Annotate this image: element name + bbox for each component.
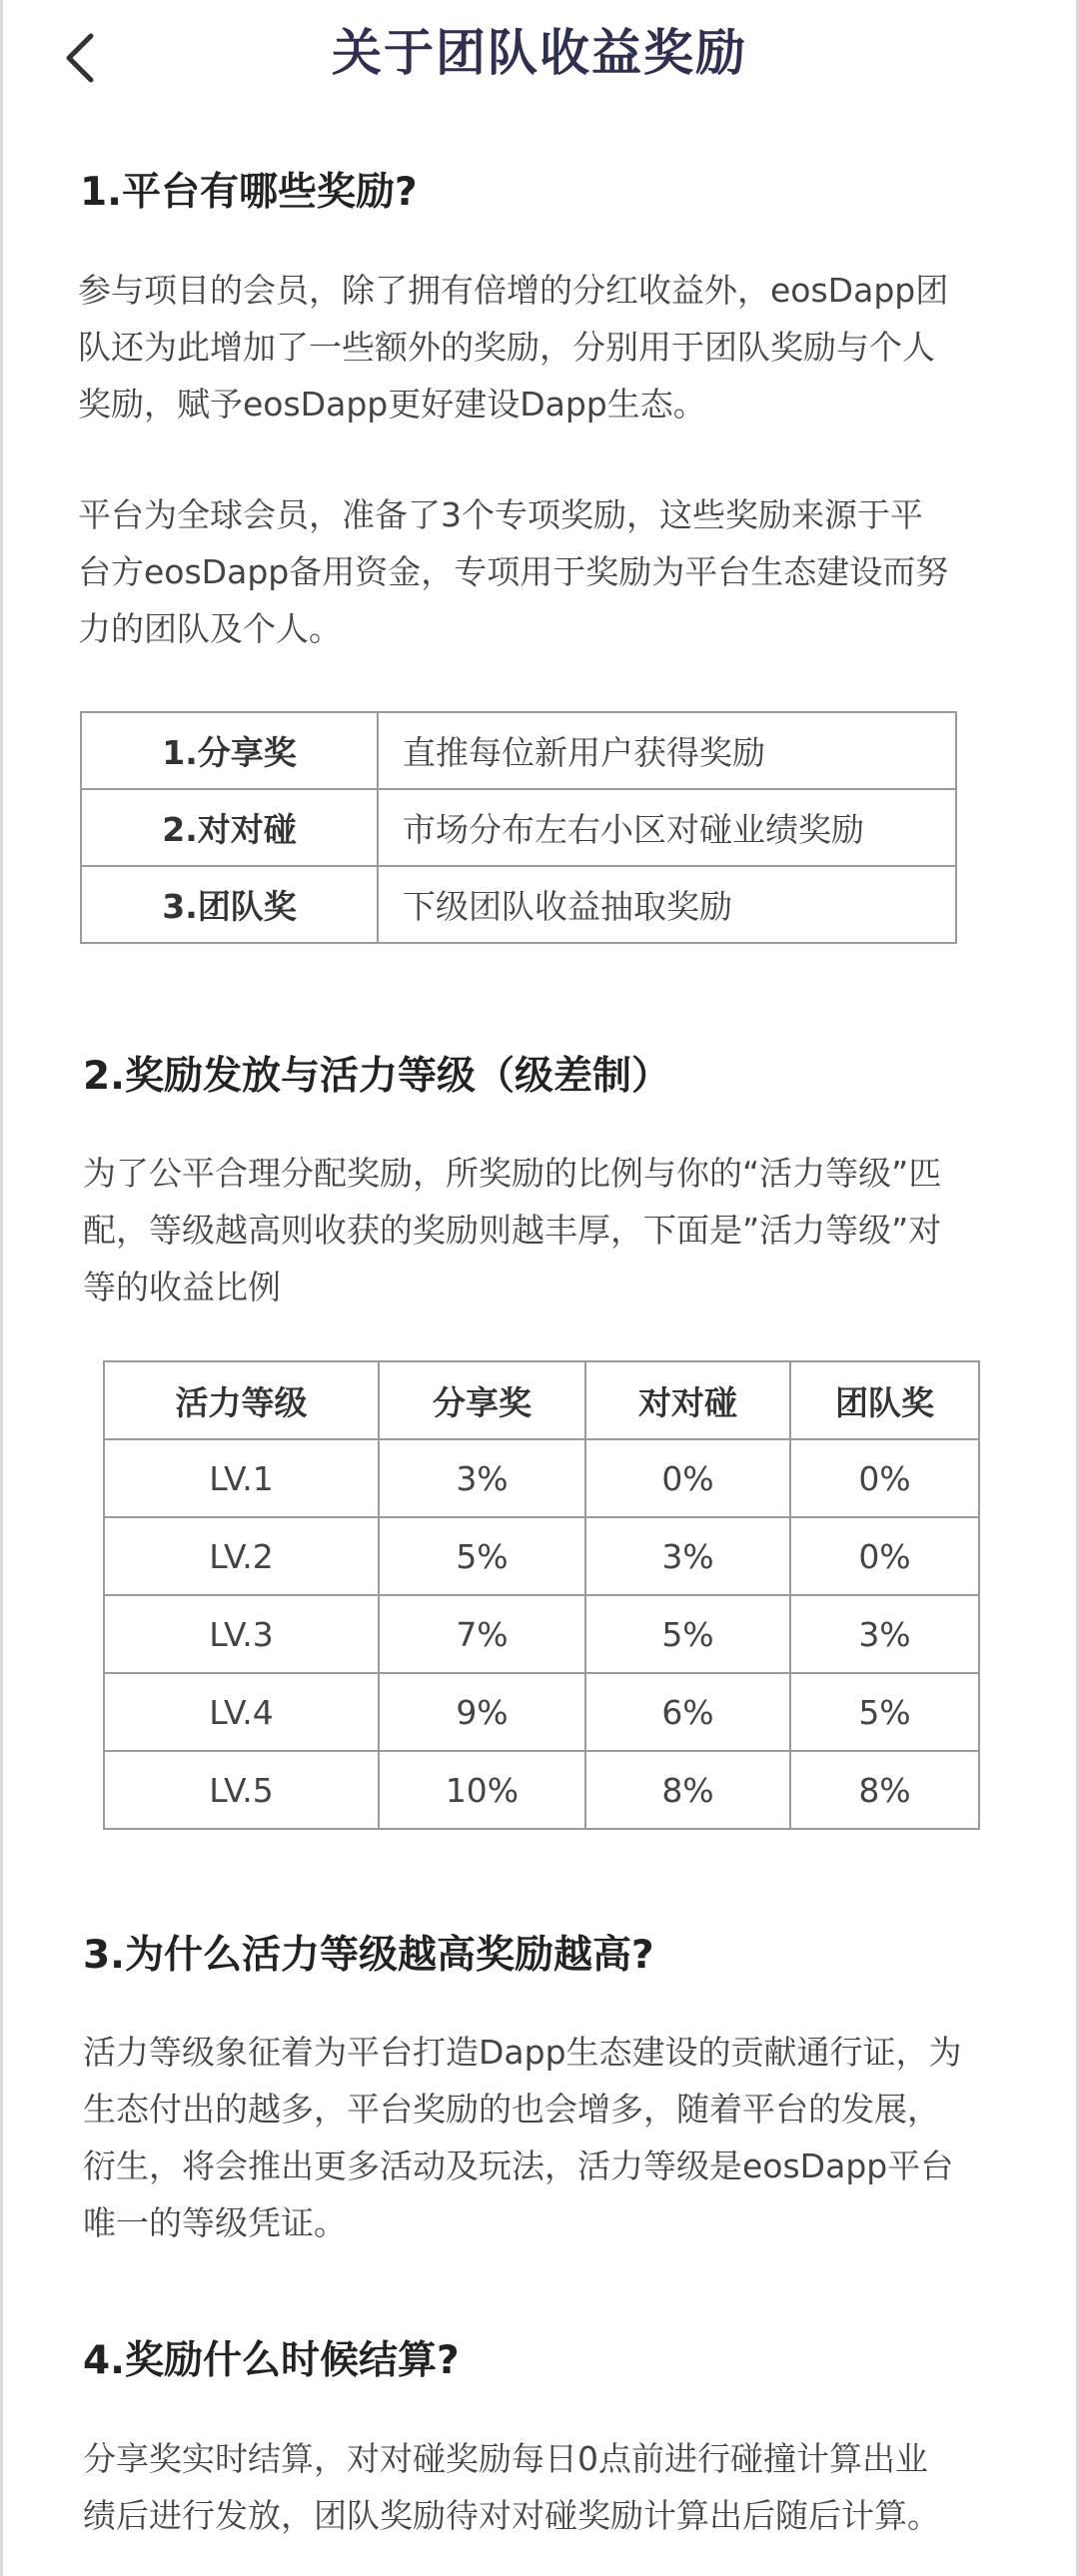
reward-desc: 市场分布左右小区对碰业绩奖励 xyxy=(378,789,956,866)
table-row xyxy=(81,866,956,943)
section3-para-line2: 生态付出的越多，平台奖励的也会增多，随着平台的发展， xyxy=(83,2090,940,2129)
table-row xyxy=(104,1673,979,1751)
left-edge xyxy=(0,0,3,2576)
section4-para-line2: 绩后进行发放，团队奖励待对对碰奖励计算出后随后计算。 xyxy=(83,2496,940,2535)
table-row xyxy=(81,712,956,789)
rewards-table xyxy=(80,711,957,944)
table-row xyxy=(81,789,956,866)
table-cell: LV.1 xyxy=(104,1439,379,1517)
page-title: 关于团队收益奖励 xyxy=(332,24,747,82)
column-header: 分享奖 xyxy=(379,1361,585,1439)
table-cell: 9% xyxy=(379,1673,585,1751)
section4-para-line1: 分享奖实时结算，对对碰奖励每日0点前进行碰撞计算出业 xyxy=(83,2439,928,2478)
table-cell: LV.5 xyxy=(104,1751,379,1829)
section1-heading: 1.平台有哪些奖励? xyxy=(80,170,418,215)
section1-para2-line1: 平台为全球会员，准备了3个专项奖励，这些奖励来源于平 xyxy=(78,495,923,534)
reward-desc: 下级团队收益抽取奖励 xyxy=(378,866,956,943)
column-header: 活力等级 xyxy=(104,1361,379,1439)
table-cell: 5% xyxy=(585,1595,790,1673)
column-header: 对对碰 xyxy=(585,1361,790,1439)
table-cell: 6% xyxy=(585,1673,790,1751)
section4-heading: 4.奖励什么时候结算? xyxy=(83,2338,460,2383)
table-cell: 3% xyxy=(790,1595,979,1673)
section3-para-line1: 活力等级象征着为平台打造Dapp生态建设的贡献通行证，为 xyxy=(83,2033,962,2072)
table-row xyxy=(104,1595,979,1673)
table-cell: 0% xyxy=(790,1439,979,1517)
section3-para-line4: 唯一的等级凭证。 xyxy=(83,2203,347,2242)
section2-para-line1: 为了公平合理分配奖励，所奖励的比例与你的“活力等级”匹 xyxy=(83,1154,942,1193)
table-cell: 3% xyxy=(379,1439,585,1517)
section1-para1-line1: 参与项目的会员，除了拥有倍增的分红收益外，eosDapp团 xyxy=(78,271,949,310)
section3-heading: 3.为什么活力等级越高奖励越高? xyxy=(83,1933,654,1978)
table-cell: 3% xyxy=(585,1517,790,1595)
table-header-row xyxy=(104,1361,979,1439)
table-cell: 7% xyxy=(379,1595,585,1673)
section3-para-line3: 衍生，将会推出更多活动及玩法，活力等级是eosDapp平台 xyxy=(83,2147,954,2185)
section2-para-line3: 等的收益比例 xyxy=(83,1268,281,1306)
level-ratio-table xyxy=(103,1360,980,1830)
table-cell: 8% xyxy=(790,1751,979,1829)
table-cell: 0% xyxy=(790,1517,979,1595)
table-cell: LV.3 xyxy=(104,1595,379,1673)
reward-desc: 直推每位新用户获得奖励 xyxy=(378,712,956,789)
section1-para1-line2: 队还为此增加了一些额外的奖励，分别用于团队奖励与个人 xyxy=(78,328,935,367)
reward-name: 2.对对碰 xyxy=(81,789,378,866)
section1-para2-line3: 力的团队及个人。 xyxy=(78,609,342,648)
table-row xyxy=(104,1439,979,1517)
table-cell: 8% xyxy=(585,1751,790,1829)
section2-heading: 2.奖励发放与活力等级（级差制） xyxy=(83,1054,670,1099)
table-row xyxy=(104,1517,979,1595)
reward-name: 1.分享奖 xyxy=(81,712,378,789)
table-cell: LV.2 xyxy=(104,1517,379,1595)
table-cell: 5% xyxy=(790,1673,979,1751)
table-cell: LV.4 xyxy=(104,1673,379,1751)
nav-bar xyxy=(0,0,1079,110)
table-cell: 10% xyxy=(379,1751,585,1829)
section1-para1-line3: 奖励，赋予eosDapp更好建设Dapp生态。 xyxy=(78,385,706,424)
table-row xyxy=(104,1751,979,1829)
section1-para2-line2: 台方eosDapp备用资金，专项用于奖励为平台生态建设而努 xyxy=(78,552,949,591)
section2-para-line2: 配，等级越高则收获的奖励则越丰厚，下面是”活力等级”对 xyxy=(83,1211,942,1250)
table-cell: 5% xyxy=(379,1517,585,1595)
table-cell: 0% xyxy=(585,1439,790,1517)
reward-name: 3.团队奖 xyxy=(81,866,378,943)
column-header: 团队奖 xyxy=(790,1361,979,1439)
